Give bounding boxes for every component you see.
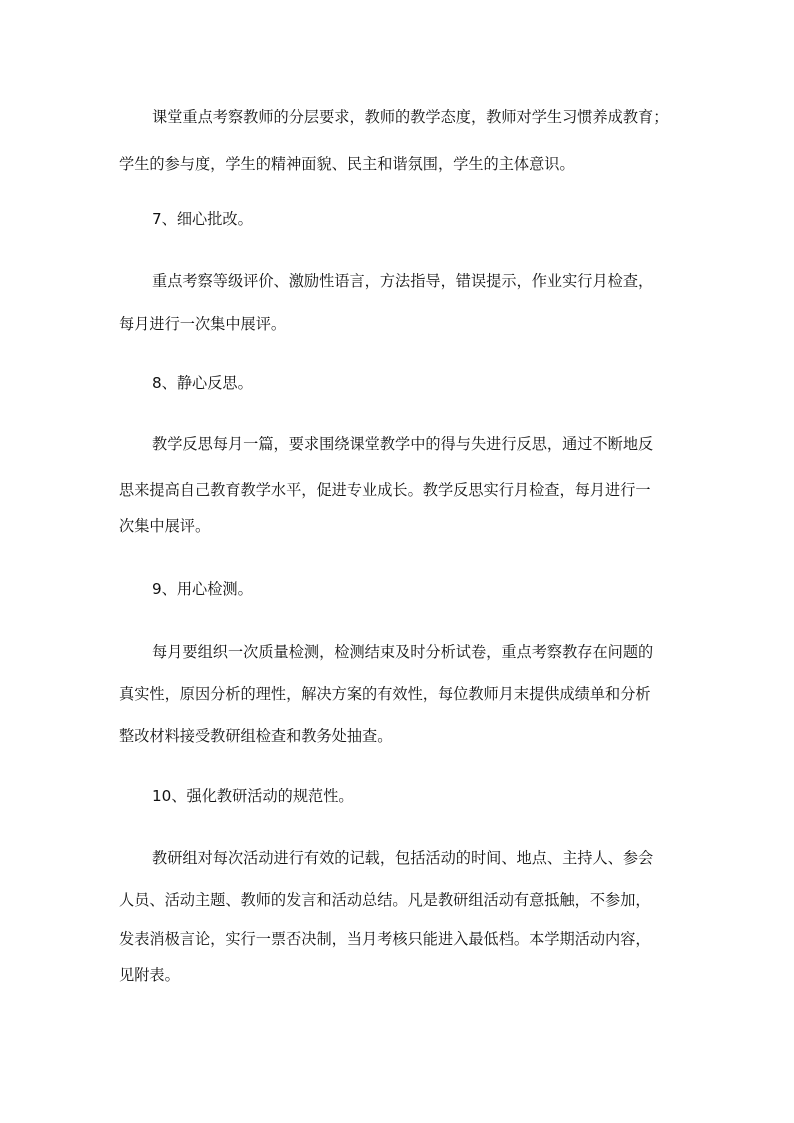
paragraph-line: 次集中展评。 xyxy=(119,517,211,535)
paragraph-line: 人员、活动主题、教师的发言和活动总结。凡是教研组活动有意抵触，不参加， xyxy=(119,891,651,909)
paragraph-line: 学生的参与度，学生的精神面貌、民主和谐氛围，学生的主体意识。 xyxy=(119,155,575,173)
paragraph-quality-testing xyxy=(119,642,679,747)
section-heading-7 xyxy=(119,209,679,230)
heading-text: 7、细心批改。 xyxy=(152,210,253,228)
paragraph-line: 整改材料接受教研组检查和教务处抽查。 xyxy=(119,727,393,745)
paragraph-line: 每月进行一次集中展评。 xyxy=(119,315,287,333)
paragraph-line: 课堂重点考察教师的分层要求，教师的教学态度，教师对学生习惯养成教育； xyxy=(152,108,669,126)
paragraph-teaching-reflection xyxy=(119,434,679,537)
heading-text: 9、用心检测。 xyxy=(152,580,253,598)
heading-text: 10、强化教研活动的规范性。 xyxy=(152,787,354,805)
paragraph-line: 教研组对每次活动进行有效的记载，包括活动的时间、地点、主持人、参会 xyxy=(152,849,654,867)
paragraph-careful-grading xyxy=(119,271,679,335)
paragraph-line: 真实性，原因分析的理性，解决方案的有效性，每位教师月末提供成绩单和分析 xyxy=(119,685,651,703)
section-heading-9 xyxy=(119,579,679,600)
paragraph-line: 思来提高自己教育教学水平，促进专业成长。教学反思实行月检查，每月进行一 xyxy=(119,481,651,499)
paragraph-research-activities xyxy=(119,848,679,986)
paragraph-line: 每月要组织一次质量检测，检测结束及时分析试卷，重点考察教存在问题的 xyxy=(152,643,654,661)
paragraph-line: 见附表。 xyxy=(119,966,180,984)
paragraph-line: 重点考察等级评价、激励性语言，方法指导，错误提示，作业实行月检查， xyxy=(152,272,654,290)
paragraph-line: 发表消极言论，实行一票否决制，当月考核只能进入最低档。本学期活动内容， xyxy=(119,930,651,948)
paragraph-line: 教学反思每月一篇，要求围绕课堂教学中的得与失进行反思，通过不断地反 xyxy=(152,435,654,453)
paragraph-classroom-observation xyxy=(119,107,679,175)
section-heading-8 xyxy=(119,373,679,394)
heading-text: 8、静心反思。 xyxy=(152,374,253,392)
section-heading-10 xyxy=(119,786,679,807)
